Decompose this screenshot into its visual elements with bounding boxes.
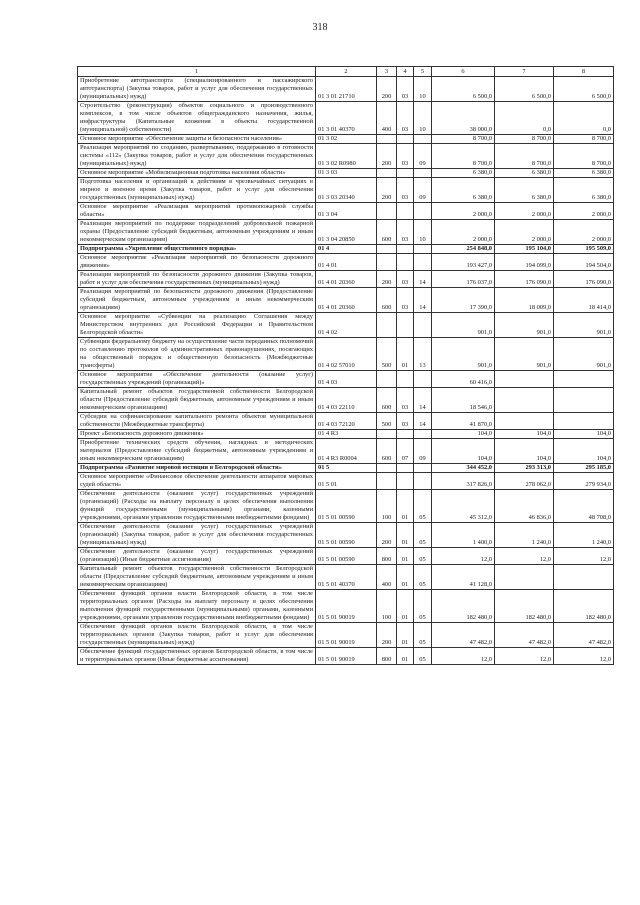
row-pr-cell: [414, 135, 432, 144]
row-name-cell: Строительство (реконструкция) объектов социального и производственного комплексов, в том числе объектов общегражданского назначения, жилья, инфраструктуры (Капитальные вложения в объекты государственной (муниципальной) собственности): [78, 102, 316, 135]
row-vr-cell: 200: [377, 623, 397, 648]
row-code-cell: 01 4 03 72120: [316, 413, 377, 430]
row-pr-cell: [414, 203, 432, 220]
row-value-2018-cell: 104,0: [432, 439, 495, 464]
row-vr-cell: 200: [377, 271, 397, 288]
col-header: 4: [397, 67, 414, 77]
row-code-cell: 01 4: [316, 245, 377, 254]
row-rz-cell: [397, 464, 414, 473]
row-rz-cell: 01: [397, 648, 414, 665]
row-name-cell: Основное мероприятие «Реализация мероприятий противопожарной службы области»: [78, 203, 316, 220]
row-value-2019-cell: 176 090,0: [495, 271, 554, 288]
row-rz-cell: [397, 473, 414, 490]
row-pr-cell: 10: [414, 220, 432, 245]
row-pr-cell: 14: [414, 388, 432, 413]
row-value-2020-cell: 194 504,0: [554, 254, 614, 271]
row-vr-cell: [377, 430, 397, 439]
row-code-cell: 01 4 R3: [316, 430, 377, 439]
col-header: 5: [414, 67, 432, 77]
row-value-2018-cell: 182 480,0: [432, 590, 495, 623]
row-rz-cell: [397, 371, 414, 388]
row-vr-cell: 500: [377, 413, 397, 430]
row-value-2020-cell: [554, 371, 614, 388]
row-value-2019-cell: 47 482,0: [495, 623, 554, 648]
row-pr-cell: 13: [414, 338, 432, 371]
row-value-2019-cell: 104,0: [495, 439, 554, 464]
header-row: [78, 67, 614, 77]
row-name-cell: Приобретение автотранспорта (специализированного и пассажирского автотранспорта) (Закупка товаров, работ и услуг для обеспечения государственных (муниципальных) нужд): [78, 77, 316, 102]
row-vr-cell: [377, 169, 397, 178]
row-value-2019-cell: 8 700,0: [495, 144, 554, 169]
row-vr-cell: [377, 371, 397, 388]
row-value-2019-cell: 104,0: [495, 430, 554, 439]
row-value-2020-cell: 47 482,0: [554, 623, 614, 648]
row-pr-cell: 09: [414, 144, 432, 169]
row-name-cell: Подготовка населения и организаций к действиям в чрезвычайных ситуациях в мирное и военное время (Закупка товаров, работ и услуг для обеспечения государственных (муниципальных) нужд): [78, 178, 316, 203]
row-vr-cell: [377, 313, 397, 338]
row-name-cell: Подпрограмма «Укрепление общественного порядка»: [78, 245, 316, 254]
row-rz-cell: 07: [397, 439, 414, 464]
row-value-2019-cell: 46 836,0: [495, 490, 554, 523]
col-header: 3: [377, 67, 397, 77]
table-row: [78, 203, 614, 220]
row-value-2020-cell: 2 000,0: [554, 203, 614, 220]
row-value-2019-cell: 6 380,0: [495, 178, 554, 203]
budget-table: [77, 66, 614, 665]
row-rz-cell: [397, 245, 414, 254]
row-code-cell: 01 5 01: [316, 473, 377, 490]
row-pr-cell: 14: [414, 271, 432, 288]
row-name-cell: Обеспечение функций органов власти Белгородской области, в том числе территориальных органов (Закупка товаров, работ и услуг для обеспечения государственных (муниципальных) нужд): [78, 623, 316, 648]
col-header: 1: [78, 67, 316, 77]
table-row: [78, 430, 614, 439]
row-name-cell: Проект «Безопасность дорожного движения»: [78, 430, 316, 439]
row-pr-cell: 05: [414, 523, 432, 548]
row-pr-cell: 14: [414, 413, 432, 430]
row-value-2020-cell: 1 240,0: [554, 523, 614, 548]
table-row: [78, 648, 614, 665]
row-value-2018-cell: 254 848,0: [432, 245, 495, 254]
table-row: [78, 464, 614, 473]
row-value-2018-cell: 38 000,0: [432, 102, 495, 135]
row-vr-cell: 500: [377, 338, 397, 371]
page-number: 318: [312, 22, 328, 33]
row-name-cell: Реализация мероприятий по безопасности дорожного движения (Закупка товаров, работ и услуг для обеспечения государственных (муниципальных) нужд): [78, 271, 316, 288]
row-code-cell: 01 3 04 20850: [316, 220, 377, 245]
row-name-cell: Обеспечение деятельности (оказание услуг) государственных учреждений (организаций) (Расходы на выплату персоналу в целях обеспечения выполнения функций государственными (муниципальными) органами, казенными учреждениями, органами управления государственными внебюджетными фондами): [78, 490, 316, 523]
row-value-2019-cell: 8 700,0: [495, 135, 554, 144]
row-code-cell: 01 4 02: [316, 313, 377, 338]
row-pr-cell: 05: [414, 590, 432, 623]
row-pr-cell: 14: [414, 288, 432, 313]
row-pr-cell: 05: [414, 490, 432, 523]
row-rz-cell: 01: [397, 338, 414, 371]
row-value-2020-cell: 8 700,0: [554, 144, 614, 169]
row-code-cell: 01 3 02: [316, 135, 377, 144]
row-value-2018-cell: 6 380,0: [432, 169, 495, 178]
row-code-cell: 01 4 01 20360: [316, 271, 377, 288]
row-code-cell: 01 3 02 R0980: [316, 144, 377, 169]
row-code-cell: 01 3 04: [316, 203, 377, 220]
table-row: [78, 548, 614, 565]
row-value-2019-cell: 194 099,0: [495, 254, 554, 271]
row-vr-cell: 400: [377, 565, 397, 590]
row-rz-cell: 03: [397, 178, 414, 203]
row-name-cell: Обеспечение деятельности (оказание услуг) государственных учреждений (организаций) (Закупка товаров, работ и услуг для обеспечения государственных (муниципальных) нужд): [78, 523, 316, 548]
row-pr-cell: [414, 169, 432, 178]
row-value-2020-cell: 104,0: [554, 430, 614, 439]
row-value-2019-cell: 2 000,0: [495, 220, 554, 245]
row-vr-cell: [377, 254, 397, 271]
row-value-2019-cell: 901,0: [495, 338, 554, 371]
row-vr-cell: [377, 245, 397, 254]
row-value-2020-cell: 295 185,0: [554, 464, 614, 473]
row-vr-cell: 600: [377, 220, 397, 245]
row-rz-cell: 01: [397, 523, 414, 548]
row-name-cell: Основное мероприятие «Субвенции на реализацию Соглашения между Министерством внутренних дел Российской Федерации и Правительством Белгородской области»: [78, 313, 316, 338]
row-value-2020-cell: 8 700,0: [554, 135, 614, 144]
row-value-2019-cell: 2 000,0: [495, 203, 554, 220]
row-value-2018-cell: 41 128,0: [432, 565, 495, 590]
row-rz-cell: [397, 169, 414, 178]
row-vr-cell: 400: [377, 102, 397, 135]
row-code-cell: 01 3 01 40370: [316, 102, 377, 135]
row-value-2018-cell: 8 700,0: [432, 135, 495, 144]
row-rz-cell: 03: [397, 388, 414, 413]
row-name-cell: Основное мероприятие «Финансовое обеспечение деятельности аппаратов мировых судей области»: [78, 473, 316, 490]
row-name-cell: Обеспечение функций государственных органов Белгородской области, в том числе и территориальных органов (Иные бюджетные ассигнования): [78, 648, 316, 665]
row-name-cell: Реализация мероприятий по поддержке подразделений добровольной пожарной охраны (Предоставление субсидий бюджетным, автономным учреждениям и иным некоммерческим организациям): [78, 220, 316, 245]
row-pr-cell: 09: [414, 439, 432, 464]
table-row: [78, 245, 614, 254]
row-rz-cell: 01: [397, 590, 414, 623]
row-code-cell: 01 5 01 00590: [316, 490, 377, 523]
table-row: [78, 623, 614, 648]
row-name-cell: Приобретение технических средств обучения, наглядных и методических материалов (Предоставление субсидий бюджетным, автономным учреждениям и иным некоммерческим организациям): [78, 439, 316, 464]
row-vr-cell: 200: [377, 77, 397, 102]
table-row: [78, 388, 614, 413]
row-value-2020-cell: 176 090,0: [554, 271, 614, 288]
row-code-cell: 01 4 01: [316, 254, 377, 271]
col-header: 2: [316, 67, 377, 77]
row-value-2018-cell: 47 482,0: [432, 623, 495, 648]
row-value-2020-cell: 2 000,0: [554, 220, 614, 245]
row-code-cell: 01 5 01 90019: [316, 623, 377, 648]
row-value-2018-cell: 901,0: [432, 313, 495, 338]
row-pr-cell: 10: [414, 102, 432, 135]
row-value-2020-cell: [554, 565, 614, 590]
table-row: [78, 473, 614, 490]
row-name-cell: Основное мероприятие «Обеспечение защиты и безопасности населения»: [78, 135, 316, 144]
row-value-2019-cell: 1 240,0: [495, 523, 554, 548]
row-value-2019-cell: 182 480,0: [495, 590, 554, 623]
row-name-cell: Основное мероприятие «Реализация мероприятий по безопасности дорожного движения»: [78, 254, 316, 271]
row-vr-cell: 600: [377, 288, 397, 313]
table-row: [78, 413, 614, 430]
row-value-2020-cell: 195 509,0: [554, 245, 614, 254]
row-value-2018-cell: 45 312,0: [432, 490, 495, 523]
row-value-2019-cell: 12,0: [495, 548, 554, 565]
row-vr-cell: 800: [377, 648, 397, 665]
row-pr-cell: [414, 371, 432, 388]
row-value-2019-cell: 278 062,0: [495, 473, 554, 490]
col-header: 6: [432, 67, 495, 77]
row-rz-cell: 03: [397, 288, 414, 313]
row-value-2018-cell: 6 500,0: [432, 77, 495, 102]
row-code-cell: 01 4 01 20360: [316, 288, 377, 313]
row-value-2018-cell: 104,0: [432, 430, 495, 439]
table-row: [78, 144, 614, 169]
row-rz-cell: 01: [397, 548, 414, 565]
row-name-cell: Обеспечение деятельности (оказание услуг) государственных учреждений (организаций) (Иные бюджетные ассигнования): [78, 548, 316, 565]
table-row: [78, 313, 614, 338]
row-value-2018-cell: 901,0: [432, 338, 495, 371]
row-rz-cell: [397, 203, 414, 220]
row-value-2018-cell: 1 400,0: [432, 523, 495, 548]
row-code-cell: 01 3 03: [316, 169, 377, 178]
row-value-2018-cell: 41 870,0: [432, 413, 495, 430]
row-value-2019-cell: 12,0: [495, 648, 554, 665]
row-value-2019-cell: [495, 371, 554, 388]
row-value-2018-cell: 60 416,0: [432, 371, 495, 388]
row-vr-cell: 100: [377, 490, 397, 523]
row-vr-cell: [377, 203, 397, 220]
row-value-2020-cell: 901,0: [554, 338, 614, 371]
row-pr-cell: [414, 254, 432, 271]
row-vr-cell: 800: [377, 548, 397, 565]
row-vr-cell: 200: [377, 144, 397, 169]
row-value-2018-cell: 12,0: [432, 548, 495, 565]
row-value-2020-cell: 901,0: [554, 313, 614, 338]
table-row: [78, 523, 614, 548]
row-code-cell: 01 4 03: [316, 371, 377, 388]
row-rz-cell: 03: [397, 144, 414, 169]
row-vr-cell: 200: [377, 523, 397, 548]
table-row: [78, 288, 614, 313]
row-vr-cell: 600: [377, 439, 397, 464]
row-value-2019-cell: [495, 388, 554, 413]
row-vr-cell: [377, 464, 397, 473]
row-code-cell: 01 4 R3 R0004: [316, 439, 377, 464]
row-rz-cell: [397, 135, 414, 144]
row-value-2019-cell: [495, 413, 554, 430]
table-row: [78, 102, 614, 135]
row-rz-cell: 03: [397, 271, 414, 288]
row-value-2018-cell: 317 826,0: [432, 473, 495, 490]
row-name-cell: Подпрограмма «Развитие мировой юстиции в Белгородской области»: [78, 464, 316, 473]
row-value-2020-cell: 12,0: [554, 648, 614, 665]
row-rz-cell: [397, 313, 414, 338]
row-code-cell: 01 5 01 00590: [316, 523, 377, 548]
row-value-2018-cell: 2 000,0: [432, 220, 495, 245]
row-value-2020-cell: 104,0: [554, 439, 614, 464]
row-value-2020-cell: 279 934,0: [554, 473, 614, 490]
row-pr-cell: [414, 245, 432, 254]
row-code-cell: 01 3 03 20340: [316, 178, 377, 203]
row-value-2020-cell: 6 380,0: [554, 169, 614, 178]
row-name-cell: Капитальный ремонт объектов государственной собственности Белгородской области (Предоставление субсидий бюджетным, автономным учреждениям и иным некоммерческим организациям): [78, 388, 316, 413]
row-value-2019-cell: 195 104,0: [495, 245, 554, 254]
row-pr-cell: 10: [414, 77, 432, 102]
row-vr-cell: 100: [377, 590, 397, 623]
row-rz-cell: 03: [397, 220, 414, 245]
row-value-2020-cell: 182 480,0: [554, 590, 614, 623]
table-row: [78, 271, 614, 288]
row-pr-cell: 05: [414, 565, 432, 590]
table-row: [78, 590, 614, 623]
row-name-cell: Реализация мероприятий по безопасности дорожного движения (Предоставление субсидий бюджетным, автономным учреждениям и иным некоммерческим организациям): [78, 288, 316, 313]
row-vr-cell: 600: [377, 388, 397, 413]
row-code-cell: 01 4 03 22110: [316, 388, 377, 413]
row-value-2020-cell: 0,0: [554, 102, 614, 135]
row-name-cell: Капитальный ремонт объектов государственной собственности Белгородской области (Предоставление субсидий бюджетным, автономным учреждениям и иным некоммерческим организациям): [78, 565, 316, 590]
row-name-cell: Реализация мероприятий по созданию, развертыванию, поддержанию в готовности системы «112» (Закупка товаров, работ и услуг для обеспечения государственных (муниципальных) нужд): [78, 144, 316, 169]
row-value-2018-cell: 8 700,0: [432, 144, 495, 169]
row-value-2019-cell: 0,0: [495, 102, 554, 135]
row-code-cell: 01 4 02 57010: [316, 338, 377, 371]
row-value-2019-cell: 6 380,0: [495, 169, 554, 178]
row-value-2020-cell: 6 500,0: [554, 77, 614, 102]
row-value-2020-cell: 6 380,0: [554, 178, 614, 203]
row-pr-cell: 05: [414, 623, 432, 648]
row-value-2020-cell: 12,0: [554, 548, 614, 565]
row-value-2019-cell: 6 500,0: [495, 77, 554, 102]
row-code-cell: 01 5 01 00590: [316, 548, 377, 565]
row-vr-cell: 200: [377, 178, 397, 203]
table-row: [78, 439, 614, 464]
table-row: [78, 77, 614, 102]
row-code-cell: 01 5 01 90019: [316, 590, 377, 623]
row-value-2019-cell: 293 313,0: [495, 464, 554, 473]
table-row: [78, 565, 614, 590]
row-rz-cell: 01: [397, 565, 414, 590]
row-pr-cell: [414, 473, 432, 490]
row-pr-cell: [414, 430, 432, 439]
table-row: [78, 338, 614, 371]
row-rz-cell: [397, 254, 414, 271]
table-row: [78, 178, 614, 203]
row-name-cell: Основное мероприятие «Мобилизационная подготовка населения области»: [78, 169, 316, 178]
row-pr-cell: [414, 313, 432, 338]
row-value-2018-cell: 18 546,0: [432, 388, 495, 413]
row-name-cell: Субвенции федеральному бюджету на осуществление части переданных полномочий по составлению протоколов об административных правонарушениях, посягающих на общественный порядок и общественную безопасность (Межбюджетные трансферты): [78, 338, 316, 371]
table-row: [78, 220, 614, 245]
table-row: [78, 371, 614, 388]
row-value-2020-cell: 18 414,0: [554, 288, 614, 313]
row-value-2020-cell: [554, 413, 614, 430]
row-value-2018-cell: 344 452,0: [432, 464, 495, 473]
row-value-2018-cell: 176 037,0: [432, 271, 495, 288]
col-header: 7: [495, 67, 554, 77]
row-code-cell: 01 5 01 90019: [316, 648, 377, 665]
row-code-cell: 01 5: [316, 464, 377, 473]
row-rz-cell: 01: [397, 623, 414, 648]
row-value-2020-cell: 48 708,0: [554, 490, 614, 523]
row-code-cell: 01 5 01 40370: [316, 565, 377, 590]
table-row: [78, 169, 614, 178]
row-code-cell: 01 3 01 21710: [316, 77, 377, 102]
row-value-2019-cell: 901,0: [495, 313, 554, 338]
row-rz-cell: 03: [397, 77, 414, 102]
row-rz-cell: 03: [397, 413, 414, 430]
row-name-cell: Обеспечение функций органов власти Белгородской области, в том числе территориальных органов (Расходы на выплату персоналу в целях обеспечения выполнения функций государственными (муниципальными) органами, казенными учреждениями, органами управления государственными внебюджетными фондами): [78, 590, 316, 623]
row-rz-cell: [397, 430, 414, 439]
row-pr-cell: 05: [414, 548, 432, 565]
row-name-cell: Субсидии на софинансирование капитального ремонта объектов муниципальной собственности (Межбюджетные трансферты): [78, 413, 316, 430]
table-row: [78, 135, 614, 144]
row-pr-cell: 05: [414, 648, 432, 665]
row-value-2019-cell: [495, 565, 554, 590]
row-value-2018-cell: 6 380,0: [432, 178, 495, 203]
row-vr-cell: [377, 135, 397, 144]
row-rz-cell: 03: [397, 102, 414, 135]
table-row: [78, 490, 614, 523]
row-value-2019-cell: 18 009,0: [495, 288, 554, 313]
col-header: 8: [554, 67, 614, 77]
row-value-2018-cell: 12,0: [432, 648, 495, 665]
table-row: [78, 254, 614, 271]
row-value-2018-cell: 2 000,0: [432, 203, 495, 220]
row-value-2020-cell: [554, 388, 614, 413]
row-value-2018-cell: 193 427,0: [432, 254, 495, 271]
row-rz-cell: 01: [397, 490, 414, 523]
row-pr-cell: [414, 464, 432, 473]
row-pr-cell: 09: [414, 178, 432, 203]
row-vr-cell: [377, 473, 397, 490]
row-value-2018-cell: 17 390,0: [432, 288, 495, 313]
row-name-cell: Основное мероприятие «Обеспечение деятельности (оказание услуг) государственных учреждений (организаций)»: [78, 371, 316, 388]
